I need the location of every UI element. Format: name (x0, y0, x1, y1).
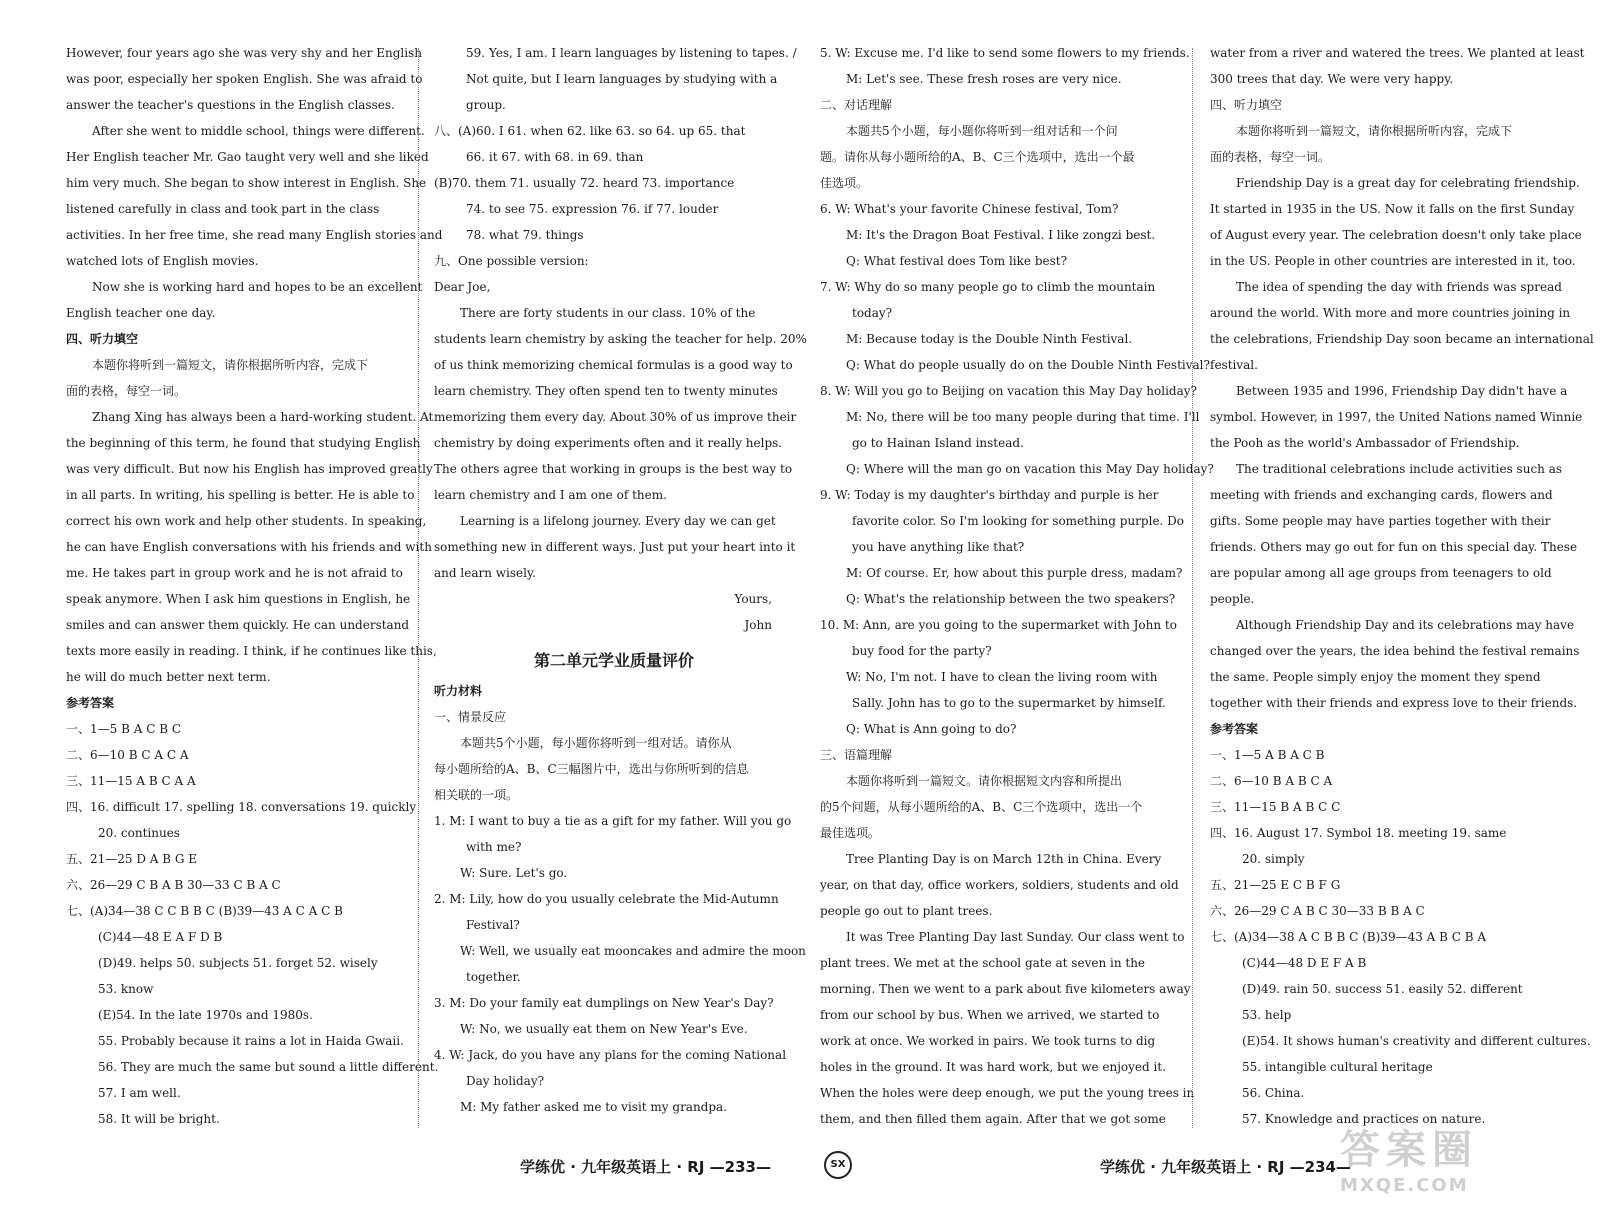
text-line: are popular among all age groups from teenagers to old (1210, 566, 1552, 580)
text-line: 78. what 79. things (466, 228, 584, 242)
text-line: Q: What festival does Tom like best? (846, 254, 1068, 268)
left-page-column-1 (66, 40, 443, 1126)
text-line: 5. W: Excuse me. I'd like to send some flowers to my friends. (820, 46, 1190, 60)
text-line: Q: What do people usually do on the Double Ninth Festival? (846, 358, 1210, 372)
text-line: M: No, there will be too many people during that time. I'll (846, 410, 1200, 424)
text-line: students learn chemistry by asking the teacher for help. 20% (434, 332, 807, 346)
text-line: the beginning of this term, he found that studying English (66, 436, 421, 450)
text-line: smiles and can answer them quickly. He can understand (66, 618, 410, 632)
text-line: from our school by bus. When we arrived, we started to (820, 1008, 1160, 1022)
text-line: in all parts. In writing, his spelling is better. He is able to (66, 488, 415, 502)
text-line: memorizing them every day. About 30% of us improve their (434, 410, 797, 424)
text-line: he will do much better next term. (66, 670, 271, 684)
text-line: the Pooh as the world's Ambassador of Friendship. (1210, 436, 1520, 450)
text-line: 本题你将听到一篇短文。请你根据短文内容和所提出 (846, 774, 1123, 788)
text-line: M: Because today is the Double Ninth Festival. (846, 332, 1133, 346)
text-line: 8. W: Will you go to Beijing on vacation this May Day holiday? (820, 384, 1197, 398)
text-line: 58. It will be bright. (98, 1112, 220, 1126)
text-line: There are forty students in our class. 10% of the (460, 306, 756, 320)
text-line: 20. simply (1242, 852, 1305, 866)
text-line: English teacher one day. (66, 306, 216, 320)
text-line: the celebrations, Friendship Day soon became an international (1210, 332, 1594, 346)
text-line: plant trees. We met at the school gate at seven in the (820, 956, 1146, 970)
section-heading: 参考答案 (66, 696, 115, 710)
left-page-footer: 学练优 · 九年级英语上 · RJ —233— (520, 1158, 771, 1176)
text-line: M: My father asked me to visit my grandpa. (460, 1100, 728, 1114)
text-line: 本题你将听到一篇短文，请你根据所听内容，完成下 (92, 358, 369, 372)
text-line: Q: What is Ann going to do? (846, 722, 1017, 736)
text-line: 最佳选项。 (820, 826, 881, 840)
text-line: 三、语篇理解 (820, 748, 893, 762)
text-line: 五、21—25 E C B F G (1210, 878, 1341, 892)
text-line: 四、听力填空 (1210, 98, 1283, 112)
text-line: correct his own work and help other students. In speaking, (66, 514, 427, 528)
text-line: 二、6—10 B A B C A (1210, 774, 1333, 788)
text-line: gifts. Some people may have parties together with their (1210, 514, 1551, 528)
text-line: of August every year. The celebration doesn't only take place (1210, 228, 1582, 242)
text-line: 本题共5个小题，每小题你将听到一组对话。请你从 (460, 736, 732, 750)
text-line: 面的表格，每空一词。 (1210, 150, 1331, 164)
column-divider (418, 48, 419, 1128)
text-line: he can have English conversations with his friends and with (66, 540, 432, 554)
text-line: It was Tree Planting Day last Sunday. Our class went to (846, 930, 1185, 944)
text-line: Not quite, but I learn languages by studying with a (466, 72, 778, 86)
text-line: 二、对话理解 (820, 98, 893, 112)
text-line: group. (466, 98, 506, 112)
text-line: 7. W: Why do so many people go to climb the mountain (820, 280, 1156, 294)
text-line: and learn wisely. (434, 566, 536, 580)
text-line: 面的表格，每空一词。 (66, 384, 187, 398)
text-line: morning. Then we went to a park about five kilometers away (820, 982, 1191, 996)
text-line: However, four years ago she was very shy and her English (66, 46, 422, 60)
text-line: (D)49. helps 50. subjects 51. forget 52. wisely (98, 956, 378, 970)
text-line: speak anymore. When I ask him questions in English, he (66, 592, 411, 606)
text-line: watched lots of English movies. (66, 254, 259, 268)
watermark (1340, 1118, 1590, 1198)
text-line: chemistry by doing experiments often and it really helps. (434, 436, 783, 450)
text-line: answer the teacher's questions in the English classes. (66, 98, 395, 112)
text-line: was very difficult. But now his English has improved greatly (66, 462, 433, 476)
text-line: favorite color. So I'm looking for something purple. Do (852, 514, 1185, 528)
text-line: W: No, I'm not. I have to clean the living room with (846, 670, 1158, 684)
text-line: (C)44—48 E A F D B (98, 930, 223, 944)
text-line: 3. M: Do your family eat dumplings on New Year's Day? (434, 996, 774, 1010)
text-line: 每小题所给的A、B、C三幅图片中，选出与你所听到的信息 (434, 762, 749, 776)
text-line: Day holiday? (466, 1074, 545, 1088)
text-line: activities. In her free time, she read many English stories and (66, 228, 443, 242)
text-line: Between 1935 and 1996, Friendship Day didn't have a (1236, 384, 1568, 398)
text-line: 七、(A)34—38 A C B B C (B)39—43 A B C B A (1210, 930, 1487, 944)
text-line: (B)70. them 71. usually 72. heard 73. importance (434, 176, 735, 190)
text-line: work at once. We worked in pairs. We took turns to dig (820, 1034, 1156, 1048)
text-line: holes in the ground. It was hard work, but we enjoyed it. (820, 1060, 1167, 1074)
text-line: 4. W: Jack, do you have any plans for the coming National (434, 1048, 787, 1062)
text-line: Q: Where will the man go on vacation this May Day holiday? (846, 462, 1214, 476)
text-line: Sally. John has to go to the supermarket by himself. (852, 696, 1166, 710)
text-line: 74. to see 75. expression 76. if 77. louder (466, 202, 719, 216)
column-divider (1192, 48, 1193, 1128)
text-line: you have anything like that? (852, 540, 1025, 554)
text-line: 四、16. difficult 17. spelling 18. conversations 19. quickly (66, 800, 417, 814)
text-line: together with their friends and express love to their friends. (1210, 696, 1578, 710)
text-line: friends. Others may go out for fun on this special day. These (1210, 540, 1578, 554)
text-line: with me? (466, 840, 522, 854)
text-line: 10. M: Ann, are you going to the supermarket with John to (820, 618, 1177, 632)
text-line: W: Sure. Let's go. (460, 866, 568, 880)
text-line: It started in 1935 in the US. Now it falls on the first Sunday (1210, 202, 1575, 216)
text-line: festival. (1210, 358, 1258, 372)
text-line: Q: What's the relationship between the two speakers? (846, 592, 1176, 606)
right-page-column-1 (820, 40, 1214, 1126)
text-line: 相关联的一项。 (434, 788, 519, 802)
text-line: 三、11—15 B A B C C (1210, 800, 1341, 814)
text-line: 6. W: What's your favorite Chinese festival, Tom? (820, 202, 1119, 216)
text-line: him very much. She began to show interest in English. She (66, 176, 427, 190)
publisher-logo: SX (824, 1151, 852, 1179)
text-line: M: It's the Dragon Boat Festival. I like zongzi best. (846, 228, 1156, 242)
text-line: 57. Knowledge and practices on nature. (1242, 1112, 1486, 1126)
text-line: 一、1—5 A B A C B (1210, 748, 1325, 762)
text-line: me. He takes part in group work and he is not afraid to (66, 566, 403, 580)
left-page-column-2 (434, 40, 807, 1114)
text-line: Her English teacher Mr. Gao taught very well and she liked (66, 150, 429, 164)
text-line: Yours, (734, 592, 772, 606)
text-line: learn chemistry and I am one of them. (434, 488, 667, 502)
text-line: 1. M: I want to buy a tie as a gift for my father. Will you go (434, 814, 792, 828)
text-line: 20. continues (98, 826, 180, 840)
text-line: M: Let's see. These fresh roses are very nice. (846, 72, 1122, 86)
text-line: 66. it 67. with 68. in 69. than (466, 150, 644, 164)
text-line: 二、6—10 B C A C A (66, 748, 189, 762)
text-line: 本题共5个小题，每小题你将听到一组对话和一个问 (846, 124, 1118, 138)
section-heading: 参考答案 (1210, 722, 1259, 736)
text-line: 55. Probably because it rains a lot in Haida Gwaii. (98, 1034, 404, 1048)
text-line: Now she is working hard and hopes to be an excellent (92, 280, 423, 294)
text-line: 六、26—29 C B A B 30—33 C B A C (66, 878, 281, 892)
text-line: The idea of spending the day with friends was spread (1236, 280, 1562, 294)
text-line: 的5个问题，从每小题所给的A、B、C三个选项中，选出一个 (820, 800, 1143, 814)
text-line: The others agree that working in groups is the best way to (434, 462, 793, 476)
text-line: Tree Planting Day is on March 12th in China. Every (846, 852, 1162, 866)
text-line: 三、11—15 A B C A A (66, 774, 196, 788)
text-line: 300 trees that day. We were very happy. (1210, 72, 1454, 86)
text-line: 56. China. (1242, 1086, 1305, 1100)
text-line: After she went to middle school, things were different. (92, 124, 425, 138)
text-line: water from a river and watered the trees. We planted at least (1210, 46, 1585, 60)
text-line: changed over the years, the idea behind the festival remains (1210, 644, 1580, 658)
text-line: them, and then filled them again. After that we got some (820, 1112, 1166, 1126)
section-heading: 四、听力填空 (66, 332, 139, 346)
text-line: of us think memorizing chemical formulas is a good way to (434, 358, 793, 372)
text-line: today? (852, 306, 893, 320)
text-line: in the US. People in other countries are interested in it, too. (1210, 254, 1576, 268)
text-line: (D)49. rain 50. success 51. easily 52. different (1242, 982, 1523, 996)
text-line: texts more easily in reading. I think, if he continues like this, (66, 644, 437, 658)
text-line: W: Well, we usually eat mooncakes and admire the moon (460, 944, 806, 958)
text-line: 五、21—25 D A B G E (66, 852, 198, 866)
text-line: 57. I am well. (98, 1086, 181, 1100)
text-line: 59. Yes, I am. I learn languages by listening to tapes. / (466, 46, 797, 60)
text-line: 一、1—5 B A C B C (66, 722, 182, 736)
text-line: 一、情景反应 (434, 710, 507, 724)
text-line: When the holes were deep enough, we put the young trees in (820, 1086, 1195, 1100)
text-line: John (744, 618, 772, 632)
text-line: listened carefully in class and took part in the class (66, 202, 380, 216)
text-line: year, on that day, office workers, soldiers, students and old (820, 878, 1179, 892)
text-line: M: Of course. Er, how about this purple dress, madam? (846, 566, 1183, 580)
text-line: Learning is a lifelong journey. Every day we can get (460, 514, 776, 528)
text-line: people go out to plant trees. (820, 904, 993, 918)
right-page-column-2 (1210, 40, 1594, 1126)
unit-title: 第二单元学业质量评价 (533, 651, 694, 670)
text-line: meeting with friends and exchanging cards, flowers and (1210, 488, 1553, 502)
text-line: symbol. However, in 1997, the United Nations named Winnie (1210, 410, 1583, 424)
text-line: the same. People simply enjoy the moment they spend (1210, 670, 1541, 684)
text-line: learn chemistry. They often spend ten to twenty minutes (434, 384, 778, 398)
text-line: 53. help (1242, 1008, 1292, 1022)
text-line: (E)54. In the late 1970s and 1980s. (98, 1008, 313, 1022)
text-line: was poor, especially her spoken English. She was afraid to (66, 72, 423, 86)
text-line: 53. know (98, 982, 154, 996)
text-line: Friendship Day is a great day for celebrating friendship. (1236, 176, 1580, 190)
right-page-footer: 学练优 · 九年级英语上 · RJ —234— (1100, 1158, 1351, 1176)
text-line: something new in different ways. Just put your heart into it (434, 540, 796, 554)
text-line: The traditional celebrations include activities such as (1236, 462, 1563, 476)
text-line: Dear Joe, (434, 280, 491, 294)
text-line: 56. They are much the same but sound a little different. (98, 1060, 439, 1074)
text-line: together. (466, 970, 521, 984)
text-line: Although Friendship Day and its celebrations may have (1236, 618, 1575, 632)
watermark-title: 答案圈 (1340, 1127, 1478, 1173)
text-line: 2. M: Lily, how do you usually celebrate the Mid-Autumn (434, 892, 779, 906)
text-line: Festival? (466, 918, 520, 932)
text-line: 55. intangible cultural heritage (1242, 1060, 1433, 1074)
text-line: 六、26—29 C A B C 30—33 B B A C (1210, 904, 1425, 918)
text-line: W: No, we usually eat them on New Year's Eve. (460, 1022, 748, 1036)
text-line: 佳选项。 (820, 176, 869, 190)
text-line: buy food for the party? (852, 644, 992, 658)
text-line: 四、16. August 17. Symbol 18. meeting 19. same (1210, 826, 1507, 840)
text-line: go to Hainan Island instead. (852, 436, 1024, 450)
text-line: 九、One possible version: (434, 254, 589, 268)
text-line: around the world. With more and more countries joining in (1210, 306, 1571, 320)
text-line: (E)54. It shows human's creativity and different cultures. (1242, 1034, 1591, 1048)
text-line: 本题你将听到一篇短文，请你根据所听内容，完成下 (1236, 124, 1513, 138)
text-line: 9. W: Today is my daughter's birthday and purple is her (820, 488, 1159, 502)
text-line: Zhang Xing has always been a hard-working student. At (92, 410, 434, 424)
text-line: 七、(A)34—38 C C B B C (B)39—43 A C A C B (66, 904, 343, 918)
text-line: (C)44—48 D E F A B (1242, 956, 1367, 970)
text-line: people. (1210, 592, 1255, 606)
watermark-url: MXQE.COM (1340, 1175, 1469, 1196)
section-heading: 听力材料 (434, 684, 483, 698)
text-line: 题。请你从每小题所给的A、B、C三个选项中，选出一个最 (820, 150, 1135, 164)
text-line: 八、(A)60. I 61. when 62. like 63. so 64. up 65. that (434, 124, 746, 138)
